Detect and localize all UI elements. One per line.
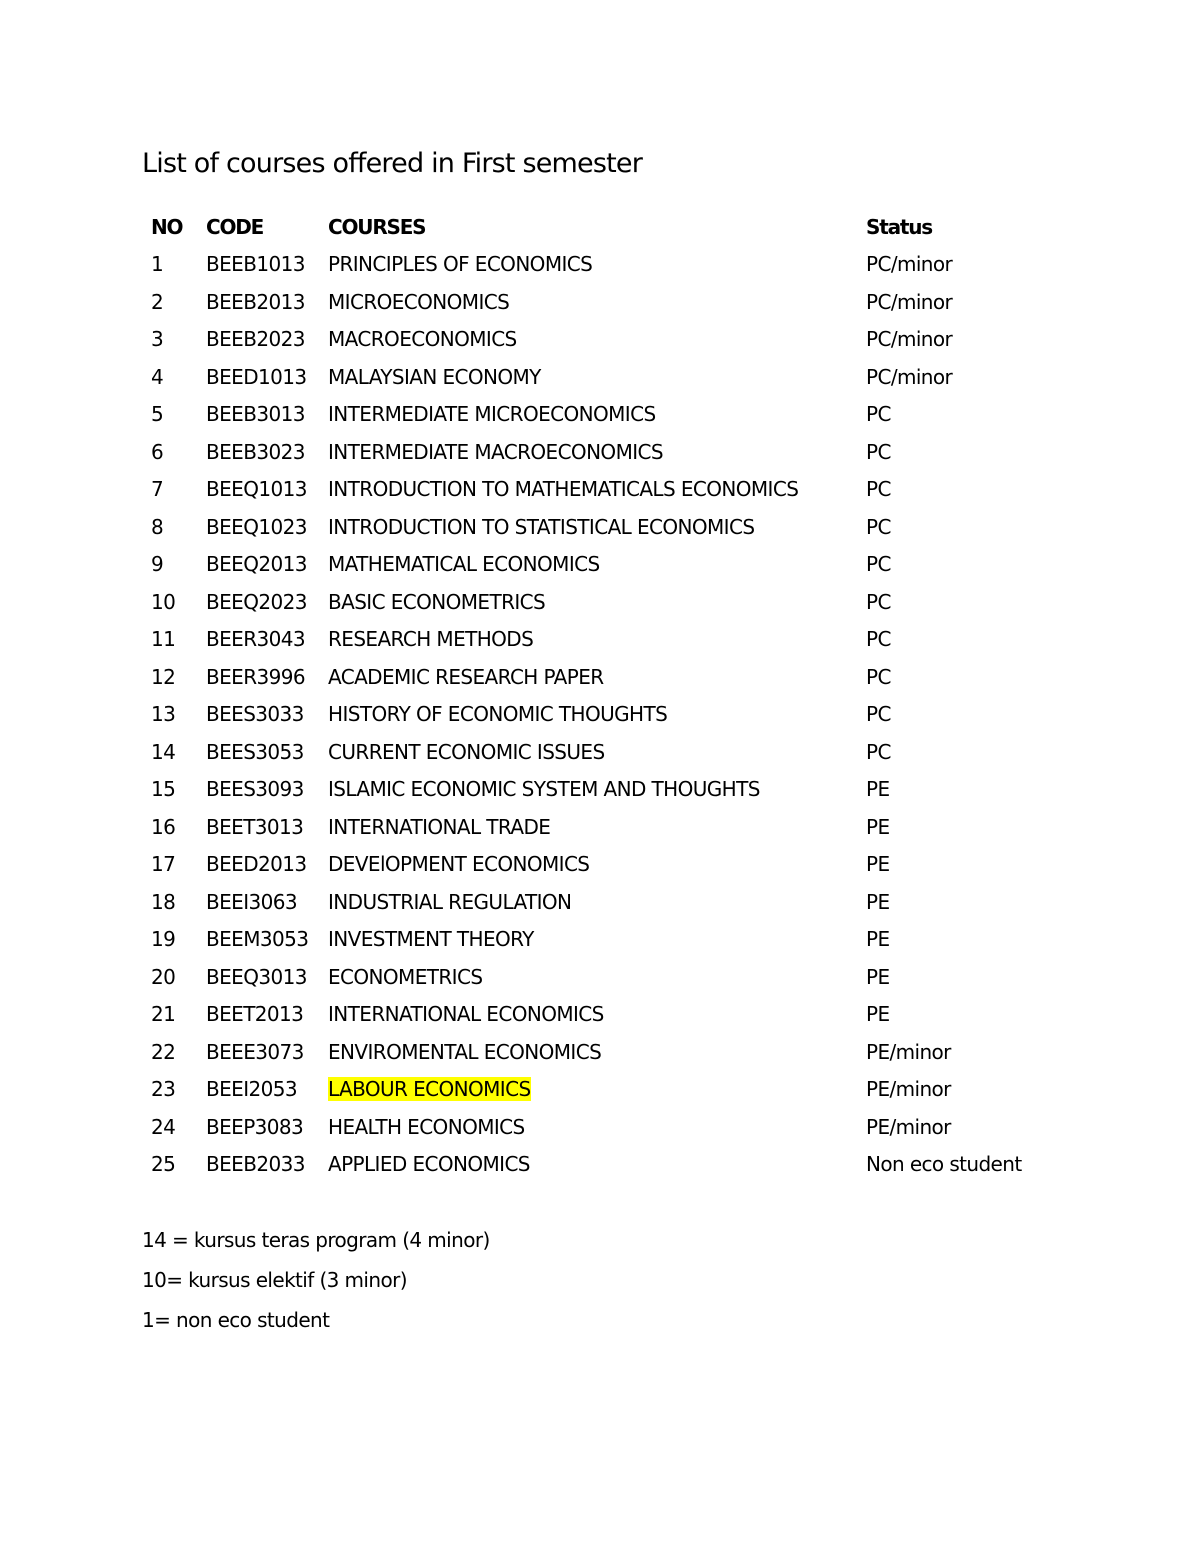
course-name: MICROECONOMICS: [328, 289, 510, 314]
course-name: INTRODUCTION TO STATISTICAL ECONOMICS: [328, 514, 755, 539]
course-name: INTERMEDIATE MICROECONOMICS: [328, 402, 656, 427]
course-name: PRINCIPLES OF ECONOMICS: [328, 252, 593, 277]
course-code: BEED1013: [206, 364, 307, 389]
table-row: [142, 246, 1062, 284]
table-row: [142, 1071, 1062, 1109]
course-status: PC: [866, 702, 891, 727]
table-row: [142, 321, 1062, 359]
course-status: PC: [866, 589, 891, 614]
course-code: BEER3996: [206, 664, 305, 689]
table-row: [142, 471, 1062, 509]
course-name: MACROECONOMICS: [328, 327, 517, 352]
table-row: [142, 1033, 1062, 1071]
note-core-courses: 14 = kursus teras program (4 minor): [142, 1228, 490, 1252]
table-body: [142, 246, 1062, 1184]
course-name: INTERNATIONAL ECONOMICS: [328, 1002, 604, 1027]
course-no: 9: [151, 552, 164, 577]
course-code: BEEB2023: [206, 327, 305, 352]
course-code: BEEE3073: [206, 1039, 304, 1064]
course-status: PE/minor: [866, 1114, 951, 1139]
course-code: BEEB2033: [206, 1152, 305, 1177]
course-no: 16: [151, 814, 176, 839]
table-header-row: [142, 208, 1062, 246]
course-no: 18: [151, 889, 176, 914]
course-name: ENVIROMENTAL ECONOMICS: [328, 1039, 602, 1064]
course-code: BEEQ3013: [206, 964, 307, 989]
highlighted-course-name: LABOUR ECONOMICS: [328, 1077, 531, 1102]
course-no: 12: [151, 664, 176, 689]
course-no: 8: [151, 514, 164, 539]
courses-table: [142, 208, 1062, 1183]
table-row: [142, 883, 1062, 921]
course-name: INDUSTRIAL REGULATION: [328, 889, 572, 914]
table-row: [142, 1146, 1062, 1184]
course-no: 5: [151, 402, 164, 427]
course-name: MALAYSIAN ECONOMY: [328, 364, 541, 389]
header-courses: COURSES: [328, 214, 426, 239]
table-row: [142, 733, 1062, 771]
course-code: BEEI3063: [206, 889, 297, 914]
table-row: [142, 358, 1062, 396]
course-no: 11: [151, 627, 176, 652]
course-status: PE: [866, 777, 890, 802]
course-no: 3: [151, 327, 164, 352]
course-no: 17: [151, 852, 176, 877]
course-status: PC: [866, 514, 891, 539]
course-no: 14: [151, 739, 176, 764]
course-status: PE: [866, 964, 890, 989]
course-name: ISLAMIC ECONOMIC SYSTEM AND THOUGHTS: [328, 777, 760, 802]
course-code: BEEQ1013: [206, 477, 307, 502]
course-no: 20: [151, 964, 176, 989]
note-non-eco-student: 1= non eco student: [142, 1308, 330, 1332]
header-code: CODE: [206, 214, 264, 239]
course-name: INTERNATIONAL TRADE: [328, 814, 551, 839]
table-row: [142, 846, 1062, 884]
course-no: 21: [151, 1002, 176, 1027]
course-code: BEEQ2013: [206, 552, 307, 577]
course-no: 10: [151, 589, 176, 614]
course-status: PC/minor: [866, 252, 953, 277]
course-status: PC: [866, 664, 891, 689]
course-code: BEET3013: [206, 814, 304, 839]
course-name: HISTORY OF ECONOMIC THOUGHTS: [328, 702, 668, 727]
course-code: BEEQ1023: [206, 514, 307, 539]
course-no: 13: [151, 702, 176, 727]
table-row: [142, 508, 1062, 546]
course-no: 15: [151, 777, 176, 802]
table-row: [142, 283, 1062, 321]
course-status: Non eco student: [866, 1152, 1022, 1177]
course-no: 4: [151, 364, 164, 389]
table-row: [142, 1108, 1062, 1146]
document-title: List of courses offered in First semester: [142, 148, 643, 179]
table-row: [142, 771, 1062, 809]
course-code: BEEI2053: [206, 1077, 297, 1102]
course-no: 24: [151, 1114, 176, 1139]
course-code: BEEQ2023: [206, 589, 307, 614]
course-status: PE: [866, 814, 890, 839]
course-status: PE: [866, 1002, 890, 1027]
course-name: INVESTMENT THEORY: [328, 927, 534, 952]
table-row: [142, 696, 1062, 734]
table-row: [142, 958, 1062, 996]
course-no: 1: [151, 252, 164, 277]
course-status: PC: [866, 739, 891, 764]
course-code: BEEB3013: [206, 402, 305, 427]
course-status: PC/minor: [866, 327, 953, 352]
course-code: BEEB3023: [206, 439, 305, 464]
course-no: 22: [151, 1039, 176, 1064]
course-code: BEED2013: [206, 852, 307, 877]
course-name: MATHEMATICAL ECONOMICS: [328, 552, 600, 577]
course-status: PE/minor: [866, 1077, 951, 1102]
course-code: BEEP3083: [206, 1114, 304, 1139]
table-row: [142, 583, 1062, 621]
course-status: PC: [866, 439, 891, 464]
course-status: PC/minor: [866, 364, 953, 389]
course-name: RESEARCH METHODS: [328, 627, 534, 652]
course-no: 6: [151, 439, 164, 464]
course-status: PC/minor: [866, 289, 953, 314]
course-status: PE: [866, 927, 890, 952]
table-row: [142, 808, 1062, 846]
course-no: 25: [151, 1152, 176, 1177]
course-status: PE: [866, 852, 890, 877]
course-name: APPLIED ECONOMICS: [328, 1152, 530, 1177]
course-status: PE: [866, 889, 890, 914]
course-no: 23: [151, 1077, 176, 1102]
table-row: [142, 996, 1062, 1034]
course-name: DEVElOPMENT ECONOMICS: [328, 852, 590, 877]
table-row: [142, 621, 1062, 659]
table-row: [142, 658, 1062, 696]
course-name: HEALTH ECONOMICS: [328, 1114, 525, 1139]
course-name-cell: [319, 1071, 857, 1109]
table-row: [142, 921, 1062, 959]
course-status: PC: [866, 552, 891, 577]
course-status: PC: [866, 477, 891, 502]
course-name: ACADEMIC RESEARCH PAPER: [328, 664, 604, 689]
course-code: BEER3043: [206, 627, 305, 652]
course-code: BEEB2013: [206, 289, 305, 314]
course-status: PC: [866, 627, 891, 652]
course-name: INTERMEDIATE MACROECONOMICS: [328, 439, 663, 464]
course-name: CURRENT ECONOMIC ISSUES: [328, 739, 605, 764]
course-code: BEEB1013: [206, 252, 305, 277]
table-row: [142, 546, 1062, 584]
header-no: NO: [151, 214, 183, 239]
note-elective-courses: 10= kursus elektif (3 minor): [142, 1268, 407, 1292]
course-name: INTRODUCTION TO MATHEMATICALS ECONOMICS: [328, 477, 799, 502]
table-row: [142, 396, 1062, 434]
table-row: [142, 433, 1062, 471]
course-code: BEES3053: [206, 739, 304, 764]
course-code: BEEM3053: [206, 927, 309, 952]
course-name: ECONOMETRICS: [328, 964, 483, 989]
course-no: 7: [151, 477, 164, 502]
course-no: 19: [151, 927, 176, 952]
course-status: PE/minor: [866, 1039, 951, 1064]
course-code: BEES3033: [206, 702, 304, 727]
course-no: 2: [151, 289, 164, 314]
course-name: BASIC ECONOMETRICS: [328, 589, 546, 614]
course-status: PC: [866, 402, 891, 427]
course-code: BEES3093: [206, 777, 304, 802]
header-status: Status: [866, 214, 932, 239]
course-code: BEET2013: [206, 1002, 304, 1027]
